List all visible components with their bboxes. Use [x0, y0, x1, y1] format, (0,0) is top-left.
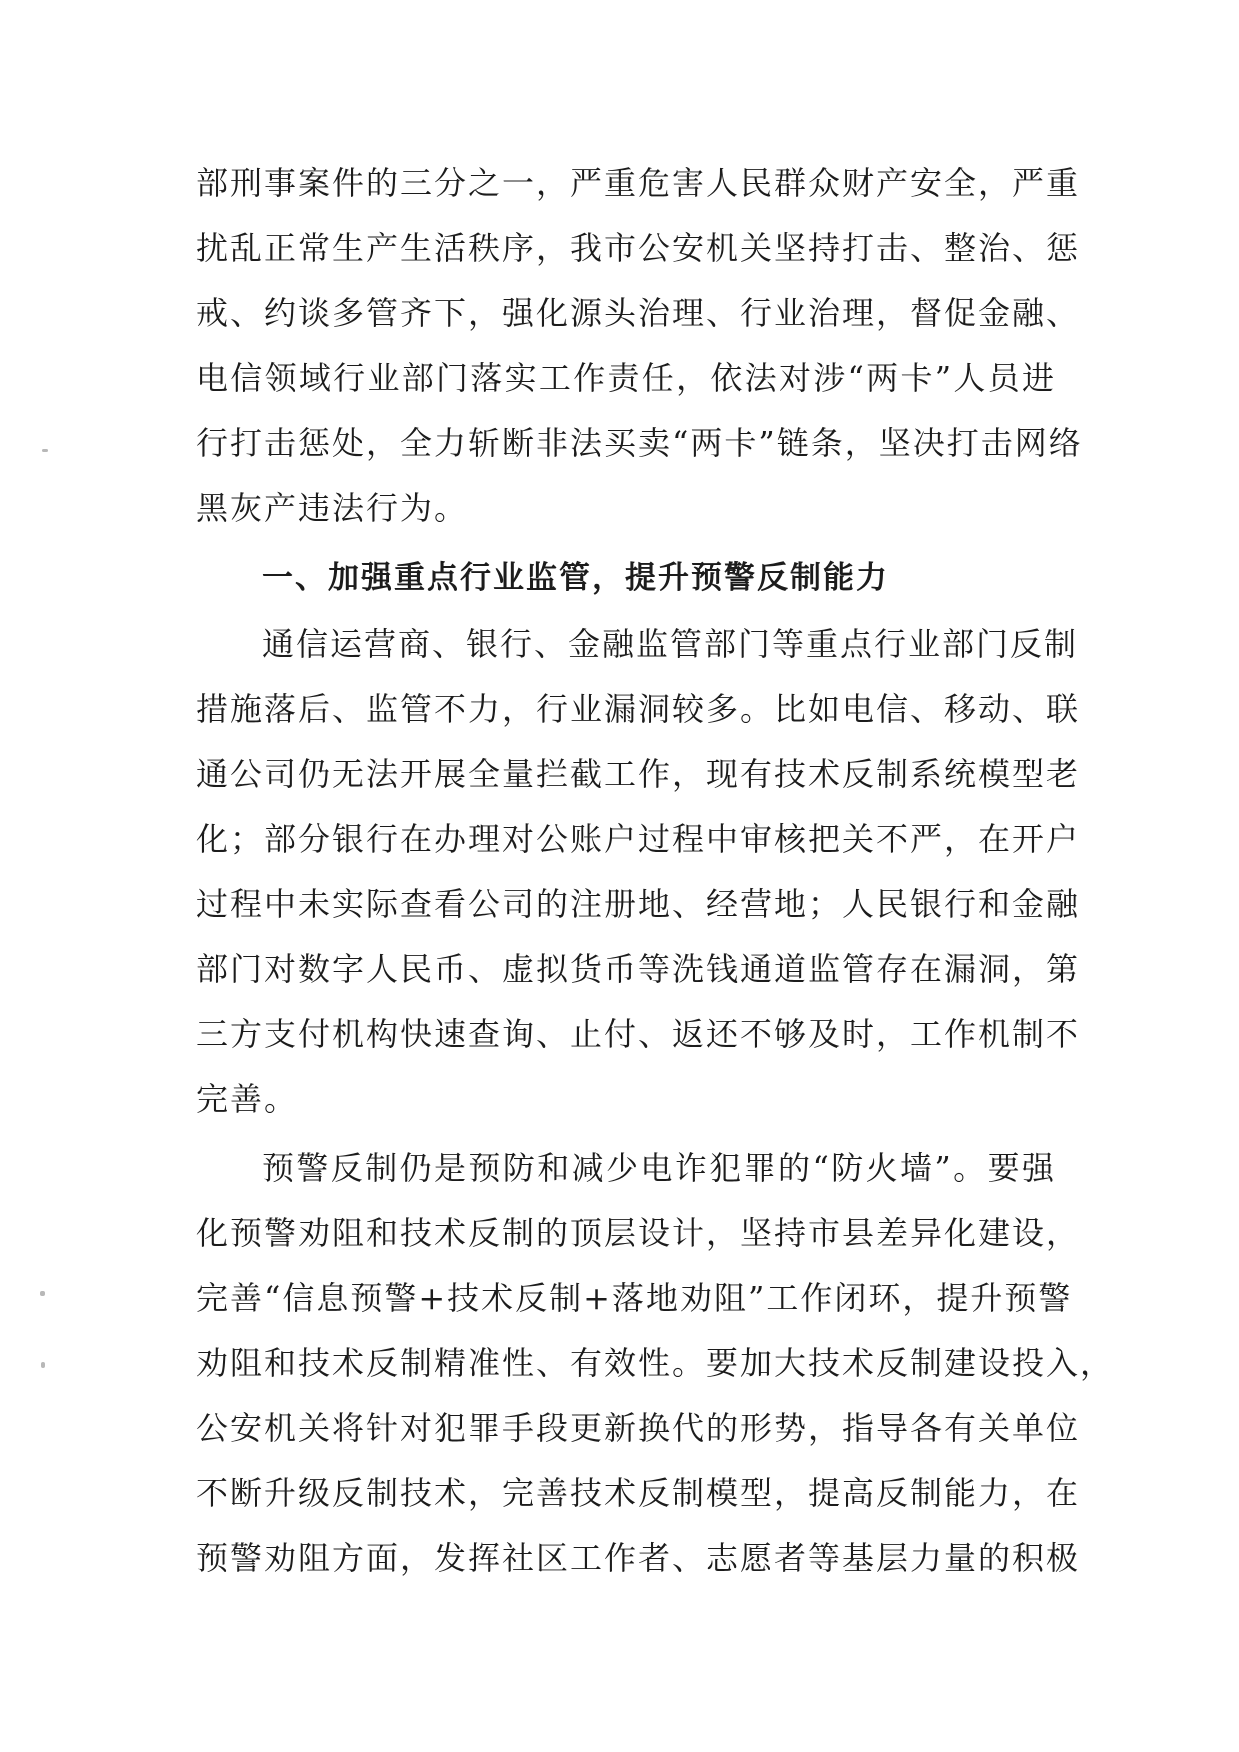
text-line: 完善。	[196, 1080, 299, 1118]
paragraph-early-warning	[196, 1136, 1115, 1591]
text-line: 部门对数字人民币、虚拟货币等洗钱通道监管存在漏洞，第	[196, 950, 1081, 988]
paragraph-industry-supervision	[196, 612, 1081, 1132]
section-heading: 一、加强重点行业监管，提升预警反制能力	[262, 560, 889, 596]
text-line: 不断升级反制技术，完善技术反制模型，提高反制能力，在	[196, 1474, 1081, 1512]
text-line: 化；部分银行在办理对公账户过程中审核把关不严，在开户	[196, 820, 1081, 858]
scan-mark	[40, 1291, 45, 1296]
text-line: 扰乱正常生产生活秩序，我市公安机关坚持打击、整治、惩	[196, 229, 1081, 267]
text-line: 预警反制仍是预防和减少电诈犯罪的“防火墙”。要强	[262, 1149, 1056, 1187]
scan-mark	[42, 449, 48, 452]
section-heading-block	[196, 546, 1056, 611]
text-line: 劝阻和技术反制精准性、有效性。要加大技术反制建设投入，	[196, 1344, 1115, 1382]
text-line: 通公司仍无法开展全量拦截工作，现有技术反制系统模型老	[196, 755, 1081, 793]
text-line: 化预警劝阻和技术反制的顶层设计，坚持市县差异化建设，	[196, 1214, 1081, 1252]
text-line: 部刑事案件的三分之一，严重危害人民群众财产安全，严重	[196, 164, 1081, 202]
text-line: 过程中未实际查看公司的注册地、经营地；人民银行和金融	[196, 885, 1081, 923]
text-line: 行打击惩处，全力斩断非法买卖“两卡”链条，坚决打击网络	[196, 424, 1083, 462]
paragraph-continuation	[196, 151, 1083, 541]
text-line: 三方支付机构快速查询、止付、返还不够及时，工作机制不	[196, 1015, 1081, 1053]
scan-mark	[41, 1362, 45, 1368]
text-line: 公安机关将针对犯罪手段更新换代的形势，指导各有关单位	[196, 1409, 1081, 1447]
text-line: 戒、约谈多管齐下，强化源头治理、行业治理，督促金融、	[196, 294, 1081, 332]
text-line: 预警劝阻方面，发挥社区工作者、志愿者等基层力量的积极	[196, 1539, 1081, 1577]
text-line: 黑灰产违法行为。	[196, 489, 469, 527]
text-line: 完善“信息预警+技术反制+落地劝阻”工作闭环，提升预警	[196, 1279, 1073, 1317]
text-line: 电信领域行业部门落实工作责任，依法对涉“两卡”人员进	[196, 359, 1056, 397]
text-line: 措施落后、监管不力，行业漏洞较多。比如电信、移动、联	[196, 690, 1081, 728]
text-line: 通信运营商、银行、金融监管部门等重点行业部门反制	[262, 625, 1079, 663]
